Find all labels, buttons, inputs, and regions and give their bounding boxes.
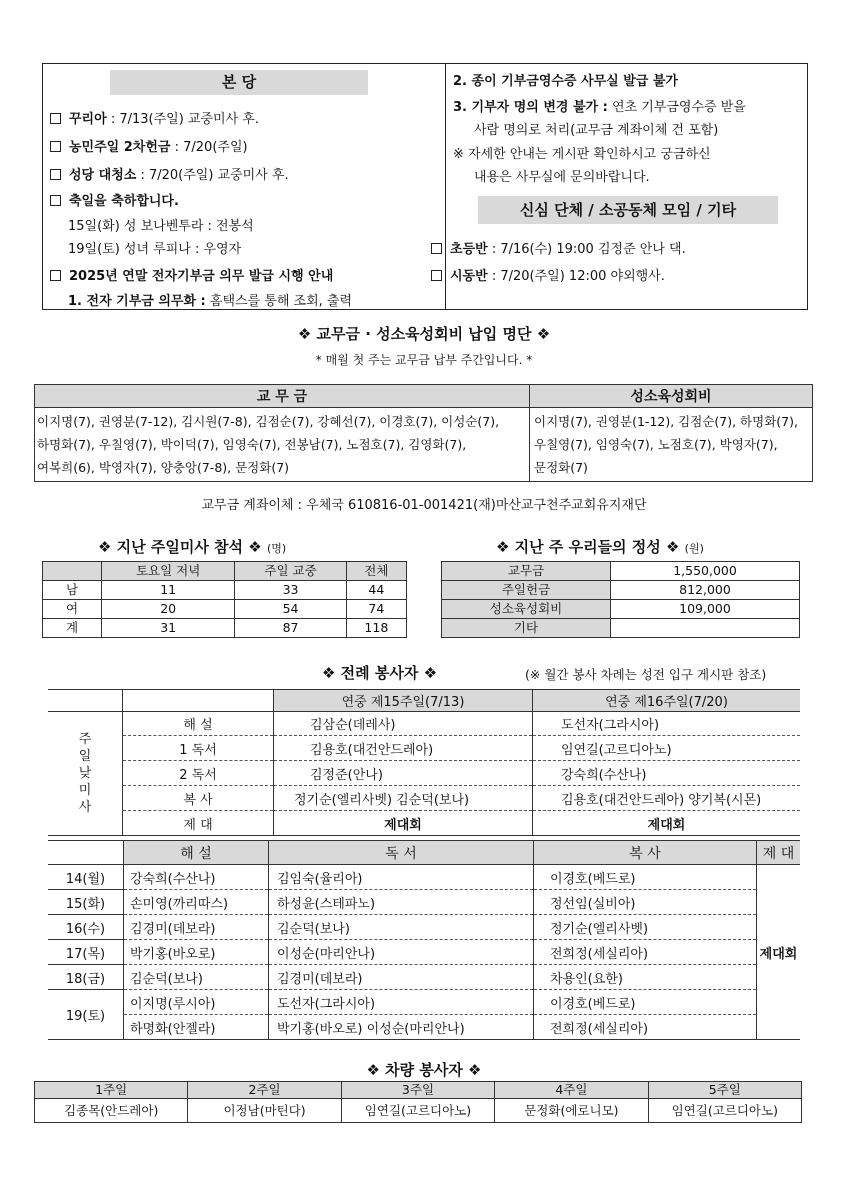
weekday-cell: 전희정(세실리아) — [534, 940, 757, 965]
vehicle-driver: 문정화(에로니모) — [495, 1099, 648, 1123]
week-header: 연중 제16주일(7/20) — [533, 690, 801, 712]
notice-item-kkuria: 꾸리아 : 7/13(주일) 교중미사 후. — [50, 108, 259, 127]
weekday-cell: 하성윤(스테파노) — [269, 890, 534, 915]
offering-table — [441, 561, 800, 638]
weekday-cell: 정기순(엘리사벳) — [534, 915, 757, 940]
weekday-cell: 전희정(세실리아) — [534, 1015, 757, 1040]
attendance-header: 토요일 저녁 — [102, 562, 235, 581]
payment-col2-line: 우칠영(7), 임영숙(7), 노점호(7), 박영자(7), — [534, 437, 778, 452]
vehicle-week: 2주일 — [188, 1082, 341, 1099]
bondang-title: 본 당 — [110, 70, 368, 95]
sunday-cell: 강숙희(수산나) — [533, 761, 801, 786]
weekday-cell: 김순덕(보나) — [124, 965, 269, 990]
payment-subtitle: * 매월 첫 주는 교무금 납부 주간입니다. * — [315, 353, 533, 367]
notice-item-3-cont: 사람 명의로 처리(교무금 계좌이체 건 포함) — [474, 123, 719, 138]
role-label: 2 독서 — [123, 761, 274, 786]
offering-title: ❖ 지난 주 우리들의 정성 ❖ (원) — [496, 538, 704, 556]
weekday-day: 19(토) — [48, 990, 124, 1040]
weekday-day: 18(금) — [48, 965, 124, 990]
weekday-cell: 박기홍(바오로) — [124, 940, 269, 965]
role-label: 제 대 — [123, 811, 274, 836]
role-label: 해 설 — [123, 712, 274, 736]
payment-col1-header: 교 무 금 — [35, 385, 530, 408]
weekday-day: 14(월) — [48, 865, 124, 890]
vehicle-title: ❖ 차량 봉사자 ❖ — [366, 1061, 482, 1079]
weekday-header: 해 설 — [124, 841, 269, 865]
weekday-cell: 김임숙(율리아) — [269, 865, 534, 890]
weekday-cell: 이성순(마리안나) — [269, 940, 534, 965]
weekday-cell: 손미영(까리따스) — [124, 890, 269, 915]
payment-col2-header: 성소육성회비 — [530, 385, 813, 408]
notice-note-1: ※ 자세한 안내는 게시판 확인하시고 궁금하신 — [453, 147, 711, 162]
checkbox-icon — [50, 195, 61, 206]
vehicle-week: 5주일 — [648, 1082, 801, 1099]
vehicle-week: 3주일 — [341, 1082, 494, 1099]
weekday-cell: 강숙희(수산나) — [124, 865, 269, 890]
payment-col1-names — [35, 408, 530, 482]
notice-item-3: 3. 기부자 명의 변경 불가 : 연초 기부금영수증 받을 — [453, 100, 746, 115]
liturgy-note: (※ 월간 봉사 차례는 성전 입구 게시판 참조) — [525, 667, 767, 682]
attendance-cell: 남 — [43, 581, 102, 600]
notice-item-feast: 축일을 축하합니다. — [50, 190, 179, 209]
attendance-title: ❖ 지난 주일미사 참석 ❖ (명) — [98, 538, 287, 556]
weekday-cell: 정선임(실비아) — [534, 890, 757, 915]
sunday-cell: 김정준(안나) — [274, 761, 533, 786]
role-label: 1 독서 — [123, 736, 274, 761]
group-item-sidong: 시동반 : 7/20(주일) 12:00 야외행사. — [431, 265, 665, 284]
attendance-cell: 87 — [235, 619, 346, 638]
weekday-day: 15(화) — [48, 890, 124, 915]
attendance-cell: 계 — [43, 619, 102, 638]
payment-col2-line: 문정화(7) — [534, 460, 588, 475]
weekday-header: 독 서 — [269, 841, 534, 865]
offering-label: 주일헌금 — [442, 581, 611, 600]
notice-item-2: 2. 종이 기부금영수증 사무실 발급 불가 — [453, 74, 678, 89]
sunday-cell: 김용호(대건안드레아) — [274, 736, 533, 761]
payment-col2-names — [530, 408, 813, 482]
account-info: 교무금 계좌이체 : 우체국 610816-01-001421(재)마산교구천주교회유지재단 — [201, 498, 647, 513]
sunday-cell: 도선자(그라시아) — [533, 712, 801, 736]
group-item-elementary: 초등반 : 7/16(수) 19:00 김정준 안나 댁. — [431, 238, 686, 257]
weekday-cell: 차용인(요한) — [534, 965, 757, 990]
weekday-header: 제 대 — [757, 841, 801, 865]
weekday-cell: 김경미(데보라) — [269, 965, 534, 990]
weekday-cell: 이경호(베드로) — [534, 990, 757, 1015]
sunday-cell: 김삼순(데레사) — [274, 712, 533, 736]
vehicle-driver: 임연길(고르디아노) — [341, 1099, 494, 1123]
notice-note-2: 내용은 사무실에 문의바랍니다. — [474, 170, 650, 185]
weekday-cell: 이경호(베드로) — [534, 865, 757, 890]
attendance-cell: 44 — [346, 581, 406, 600]
checkbox-icon — [50, 169, 61, 180]
sunday-liturgy-table — [48, 689, 800, 836]
weekday-header: 복 사 — [534, 841, 757, 865]
attendance-cell: 20 — [102, 600, 235, 619]
weekday-cell: 박기홍(바오로) 이성순(마리안나) — [269, 1015, 534, 1040]
week-header: 연중 제15주일(7/13) — [274, 690, 533, 712]
payment-col1-line: 이지명(7), 권영분(7-12), 김시원(7-8), 김점순(7), 강혜선(7), 이경호(7), 이성순(7), — [37, 414, 500, 429]
weekday-cell: 김경미(데보라) — [124, 915, 269, 940]
vehicle-week: 4주일 — [495, 1082, 648, 1099]
role-label: 복 사 — [123, 786, 274, 811]
weekday-day: 17(목) — [48, 940, 124, 965]
offering-label: 교무금 — [442, 562, 611, 581]
sunday-mass-label: 주 일 낮 미 사 — [48, 712, 123, 836]
liturgy-title: ❖ 전례 봉사자 ❖ — [322, 664, 438, 682]
offering-value — [611, 619, 800, 638]
vehicle-driver: 김종목(안드레아) — [35, 1099, 188, 1123]
weekday-cell: 도선자(그라시아) — [269, 990, 534, 1015]
offering-value: 812,000 — [611, 581, 800, 600]
attendance-cell: 11 — [102, 581, 235, 600]
offering-value: 1,550,000 — [611, 562, 800, 581]
attendance-cell: 33 — [235, 581, 346, 600]
sunday-cell: 제대회 — [647, 817, 686, 833]
attendance-table — [42, 561, 407, 638]
attendance-header: 전체 — [346, 562, 406, 581]
vehicle-week: 1주일 — [35, 1082, 188, 1099]
vehicle-driver: 이정남(마틴다) — [188, 1099, 341, 1123]
payment-table — [34, 384, 813, 482]
checkbox-icon — [50, 141, 61, 152]
notice-item-cleaning: 성당 대청소 : 7/20(주일) 교중미사 후. — [50, 164, 289, 183]
sunday-cell: 정기순(엘리사벳) 김순덕(보나) — [274, 786, 533, 811]
vehicle-driver: 임연길(고르디아노) — [648, 1099, 801, 1123]
checkbox-icon — [50, 113, 61, 124]
sunday-cell: 김용호(대건안드레아) 양기복(시몬) — [533, 786, 801, 811]
attendance-cell: 31 — [102, 619, 235, 638]
attendance-cell: 118 — [346, 619, 406, 638]
weekday-cell: 하명화(안젤라) — [124, 1015, 269, 1040]
attendance-cell: 54 — [235, 600, 346, 619]
weekday-cell: 김순덕(보나) — [269, 915, 534, 940]
notice-item-farmers-sunday: 농민주일 2차헌금 : 7/20(주일) — [50, 136, 248, 155]
attendance-header: 주일 교중 — [235, 562, 346, 581]
checkbox-icon — [431, 243, 442, 254]
attendance-cell: 여 — [43, 600, 102, 619]
notice-item-ereceipt: 2025년 연말 전자기부금 의무 발급 시행 안내 — [50, 265, 333, 284]
payment-col1-line: 여복희(6), 박영자(7), 양충앙(7-8), 문정화(7) — [37, 460, 290, 475]
weekday-liturgy-table — [48, 840, 800, 1040]
weekday-day: 16(수) — [48, 915, 124, 940]
payment-title: ❖ 교무금 · 성소육성회비 납입 명단 ❖ — [297, 325, 551, 343]
sunday-cell: 임연길(고르디아노) — [533, 736, 801, 761]
weekday-cell: 이지명(루시아) — [124, 990, 269, 1015]
offering-label: 기타 — [442, 619, 611, 638]
ereceipt-item-1: 1. 전자 기부금 의무화 : 홈택스를 통해 조회, 출력 — [68, 294, 353, 309]
groups-title: 신심 단체 / 소공동체 모임 / 기타 — [478, 196, 778, 224]
feast-line-2: 19일(토) 성녀 루피나 : 우영자 — [68, 242, 242, 257]
sunday-cell: 제대회 — [274, 811, 533, 836]
attendance-header — [43, 562, 102, 581]
attendance-cell: 74 — [346, 600, 406, 619]
offering-value: 109,000 — [611, 600, 800, 619]
checkbox-icon — [431, 270, 442, 281]
weekday-altar: 제대회 — [759, 946, 798, 962]
feast-line-1: 15일(화) 성 보나벤투라 : 전봉석 — [68, 219, 254, 234]
checkbox-icon — [50, 270, 61, 281]
vehicle-table — [34, 1081, 802, 1123]
payment-col2-line: 이지명(7), 권영분(1-12), 김점순(7), 하명화(7), — [534, 414, 798, 429]
offering-label: 성소육성회비 — [442, 600, 611, 619]
payment-col1-line: 하명화(7), 우칠영(7), 박이덕(7), 임영숙(7), 전봉남(7), 노점호(7), 김영화(7), — [37, 437, 467, 452]
